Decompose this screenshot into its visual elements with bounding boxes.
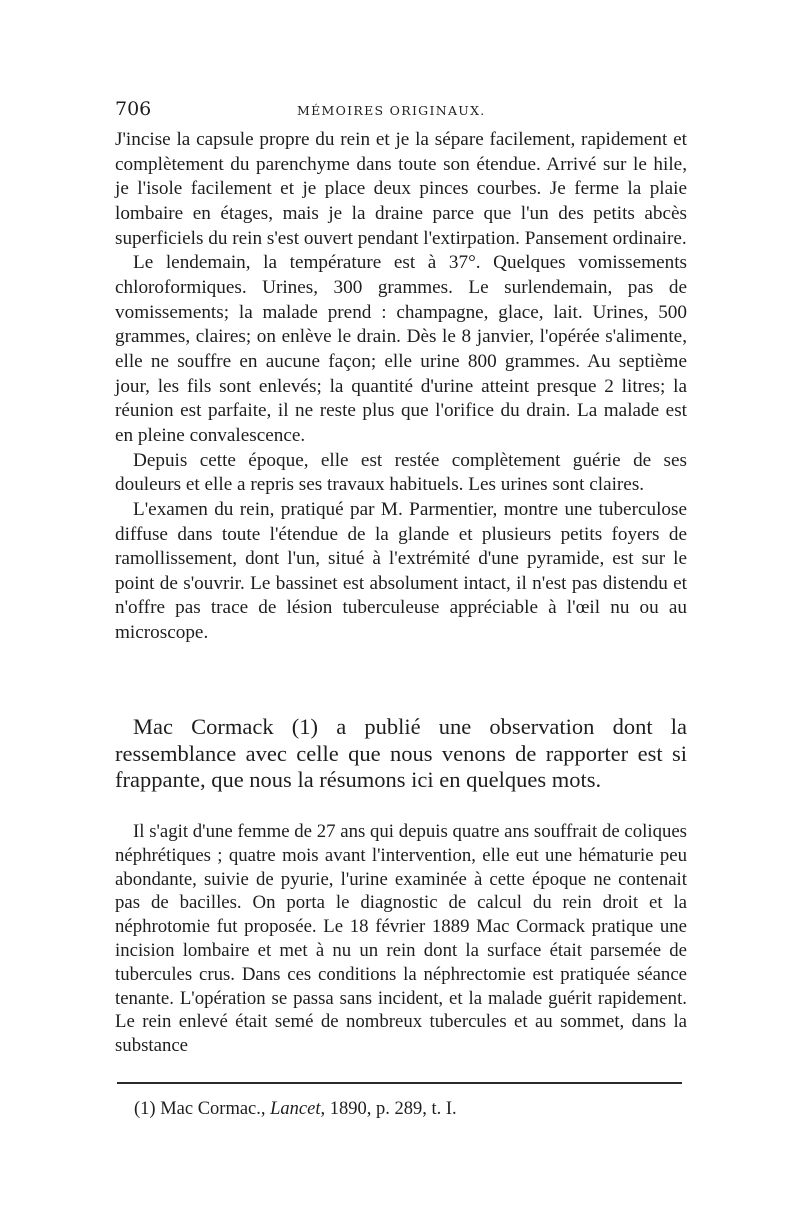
footnote [134, 1097, 457, 1121]
intro-text [115, 714, 687, 794]
footnote-journal: Lancet [270, 1099, 321, 1119]
paragraph-mac-cormack-case: Il s'agit d'une femme de 27 ans qui depuis quatre ans souffrait de coliques néphrétiques ; quatre mois avant l'intervention, elle eut une hématurie peu abondante, suivie de pyurie, l'urine examinée à cette époque ne contenait pas de bacilles. On porta le diagnostic de calcul du rein droit et la néphrotomie fut proposée. Le 18 février 1889 Mac Cormack pratique une incision lombaire et met à nu un rein dont la surface était parsemée de tubercules crus. Dans ces conditions la néphrectomie est pratiquée séance tenante. L'opération se passa sans incident, et la malade guérit rapidement. Le rein enlevé était semé de nombreux tubercules et au sommet, dans la substance [115, 821, 687, 1057]
paragraph-recovery: Depuis cette époque, elle est restée complètement guérie de ses douleurs et elle a repris ses travaux habituels. Les urines sont claires. [115, 449, 687, 496]
paragraph-mac-cormack-intro: Mac Cormack (1) a publié une observation dont la ressemblance avec celle que nous venons de rapporter est si frappante, que nous la résumons ici en quelques mots. [115, 714, 687, 792]
paragraph-examination: L'examen du rein, pratiqué par M. Parmentier, montre une tuberculose diffuse dans toute l'étendue de la glande et plusieurs petits foyers de ramollissement, dont l'un, situé à l'extrémité d'une pyramide, est sur le point de s'ouvrir. Le bassinet est absolument intact, il n'est pas distendu et n'offre pas trace de lésion tuberculeuse appréciable à l'œil nu ou au microscope. [115, 498, 687, 644]
footnote-divider [117, 1082, 682, 1084]
footnote-author: Mac Cormac., [160, 1099, 266, 1119]
page-number: 706 [115, 98, 152, 120]
footnote-details: , 1890, p. 289, t. I. [320, 1099, 457, 1119]
paragraph-postoperative: Le lendemain, la température est à 37°. Quelques vomissements chloroformiques. Urines, 300 grammes. Le surlendemain, pas de vomissements; la malade prend : champagne, glace, lait. Urines, 500 grammes, claires; on enlève le drain. Dès le 8 janvier, l'opérée s'alimente, elle ne souffre en aucune façon; elle urine 800 grammes. Au septième jour, les fils sont enlevés; la quantité d'urine atteint presque 2 litres; la réunion est parfaite, il ne reste plus que l'orifice du drain. La malade est en pleine convalescence. [115, 252, 687, 446]
page-header [115, 98, 685, 126]
summary-text [115, 820, 687, 1058]
footnote-number: (1) [134, 1099, 156, 1119]
running-title: MÉMOIRES ORIGINAUX. [297, 103, 486, 118]
case-report-text [115, 128, 687, 646]
paragraph-operation: J'incise la capsule propre du rein et je la sépare facilement, rapidement et complètement du parenchyme dans toute son étendue. Arrivé sur le hile, je l'isole facilement et je place deux pinces courbes. Je ferme la plaie lombaire en étages, mais je la draine parce que l'un des petits abcès superficiels du rein s'est ouvert pendant l'extirpation. Pansement ordinaire. [115, 129, 687, 249]
